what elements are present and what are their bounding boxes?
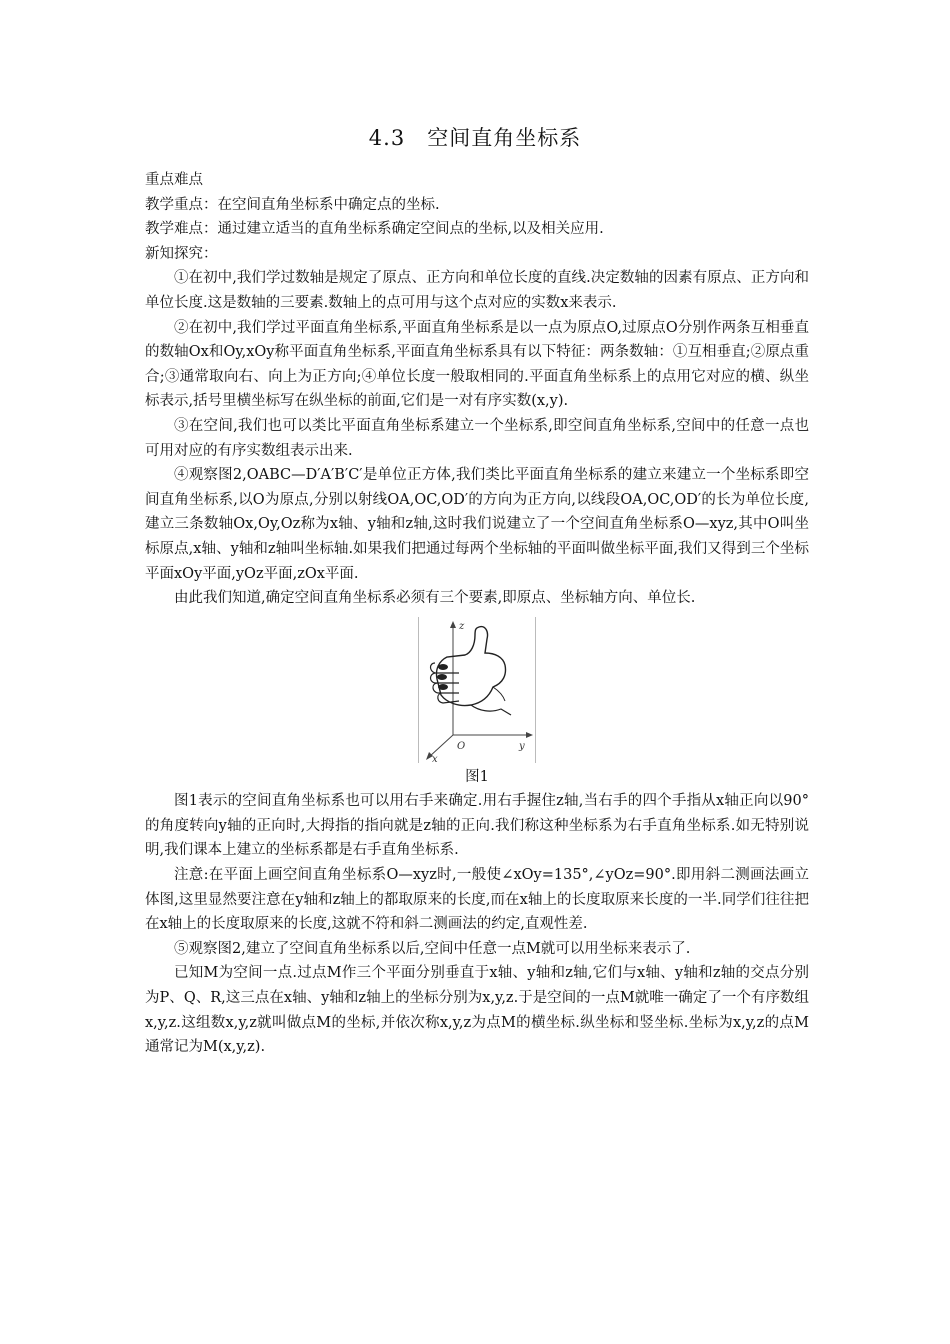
teaching-difficulty: 教学难点：通过建立适当的直角坐标系确定空间点的坐标,以及相关应用. bbox=[145, 221, 604, 238]
y-axis-label: y bbox=[519, 740, 525, 752]
z-axis-label: z bbox=[459, 620, 465, 632]
paragraph-3: ③在空间,我们也可以类比平面直角坐标系建立一个坐标系,即空间直角坐标系,空间中的任意一点也可用对应的有序实数组表示出来. bbox=[145, 417, 809, 459]
y-axis-arrow bbox=[526, 732, 533, 738]
right-hand-figure bbox=[418, 617, 536, 763]
paragraph-8: ⑤观察图2,建立了空间直角坐标系以后,空间中任意一点M就可以用坐标来表示了. bbox=[174, 940, 691, 957]
paragraph-2: ②在初中,我们学过平面直角坐标系,平面直角坐标系是以一点为原点O,过原点O分别作两条互相垂直的数轴Ox和Oy,xOy称平面直角坐标系,平面直角坐标系具有以下特征：两条数轴：①互相垂直;②原点重合;③通常取向右、向上为正方向;④单位长度一般取相同的.平面直角坐标系上的点用它对应的横、纵坐标表示,括号里横坐标写在纵坐标的前面,它们是一对有序实数(x,y). bbox=[145, 319, 809, 410]
teaching-focus: 教学重点：在空间直角坐标系中确定点的坐标. bbox=[145, 196, 440, 213]
fingernail-2 bbox=[437, 674, 447, 680]
paragraph-4: ④观察图2,OABC—D′A′B′C′是单位正方体,我们类比平面直角坐标系的建立来建立一个坐标系即空间直角坐标系,以O为原点,分别以射线OA,OC,OD′的方向为正方向,以线段OA,OC,OD′的长为单位长度,建立三条数轴Ox,Oy,Oz称为x轴、y轴和z轴,这时我们说建立了一个空间直角坐标系O—xyz,其中O叫坐标原点,x轴、y轴和z轴叫坐标轴.如果我们把通过每两个坐标轴的平面叫做坐标平面,我们又得到三个坐标平面xOy平面,yOz平面,zOx平面. bbox=[145, 467, 809, 582]
paragraph-7: 注意:在平面上画空间直角坐标系O—xyz时,一般使∠xOy=135°,∠yOz=90°.即用斜二测画法画立体图,这里显然要注意在y轴和z轴上的都取原来的长度,而在x轴上的长度取原来长度的一半.同学们往往把在x轴上的长度取原来的长度,这就不符和斜二测画法的约定,直观性差. bbox=[145, 867, 809, 933]
paragraph-9: 已知M为空间一点.过点M作三个平面分别垂直于x轴、y轴和z轴,它们与x轴、y轴和z轴的交点分别为P、Q、R,这三点在x轴、y轴和z轴上的坐标分别为x,y,z.于是空间的一点M就唯一确定了一个有序数组x,y,z.这组数x,y,z就叫做点M的坐标,并依次称x,y,z为点M的横坐标.纵坐标和竖坐标.坐标为x,y,z的点M通常记为M(x,y,z). bbox=[145, 965, 809, 1056]
figure-caption: 图1 bbox=[465, 768, 489, 785]
paragraph-6: 图1表示的空间直角坐标系也可以用右手来确定.用右手握住z轴,当右手的四个手指从x轴正向以90°的角度转向y轴的正向时,大拇指的指向就是z轴的正向.我们称这种坐标系为右手直角坐标系.如无特别说明,我们课本上建立的坐标系都是右手直角坐标系. bbox=[145, 793, 809, 859]
paragraph-5: 由此我们知道,确定空间直角坐标系必须有三个要素,即原点、坐标轴方向、单位长. bbox=[174, 590, 696, 607]
section-label: 重点难点 bbox=[145, 172, 203, 188]
page-title: 4.3 空间直角坐标系 bbox=[368, 126, 582, 150]
origin-label: O bbox=[457, 740, 466, 752]
wrist bbox=[471, 705, 511, 715]
paragraph-1: ①在初中,我们学过数轴是规定了原点、正方向和单位长度的直线.决定数轴的因素有原点、正方向和单位长度.这是数轴的三要素.数轴上的点可用与这个点对应的实数x来表示. bbox=[145, 270, 809, 311]
palm-line bbox=[493, 687, 505, 701]
explore-label: 新知探究： bbox=[145, 245, 218, 262]
document-body bbox=[145, 168, 809, 1060]
fingernail-1 bbox=[438, 664, 448, 670]
fingernail-3 bbox=[438, 684, 448, 690]
right-hand-diagram bbox=[419, 617, 535, 763]
x-axis-label: x bbox=[432, 753, 438, 763]
z-axis-arrow bbox=[450, 621, 456, 628]
